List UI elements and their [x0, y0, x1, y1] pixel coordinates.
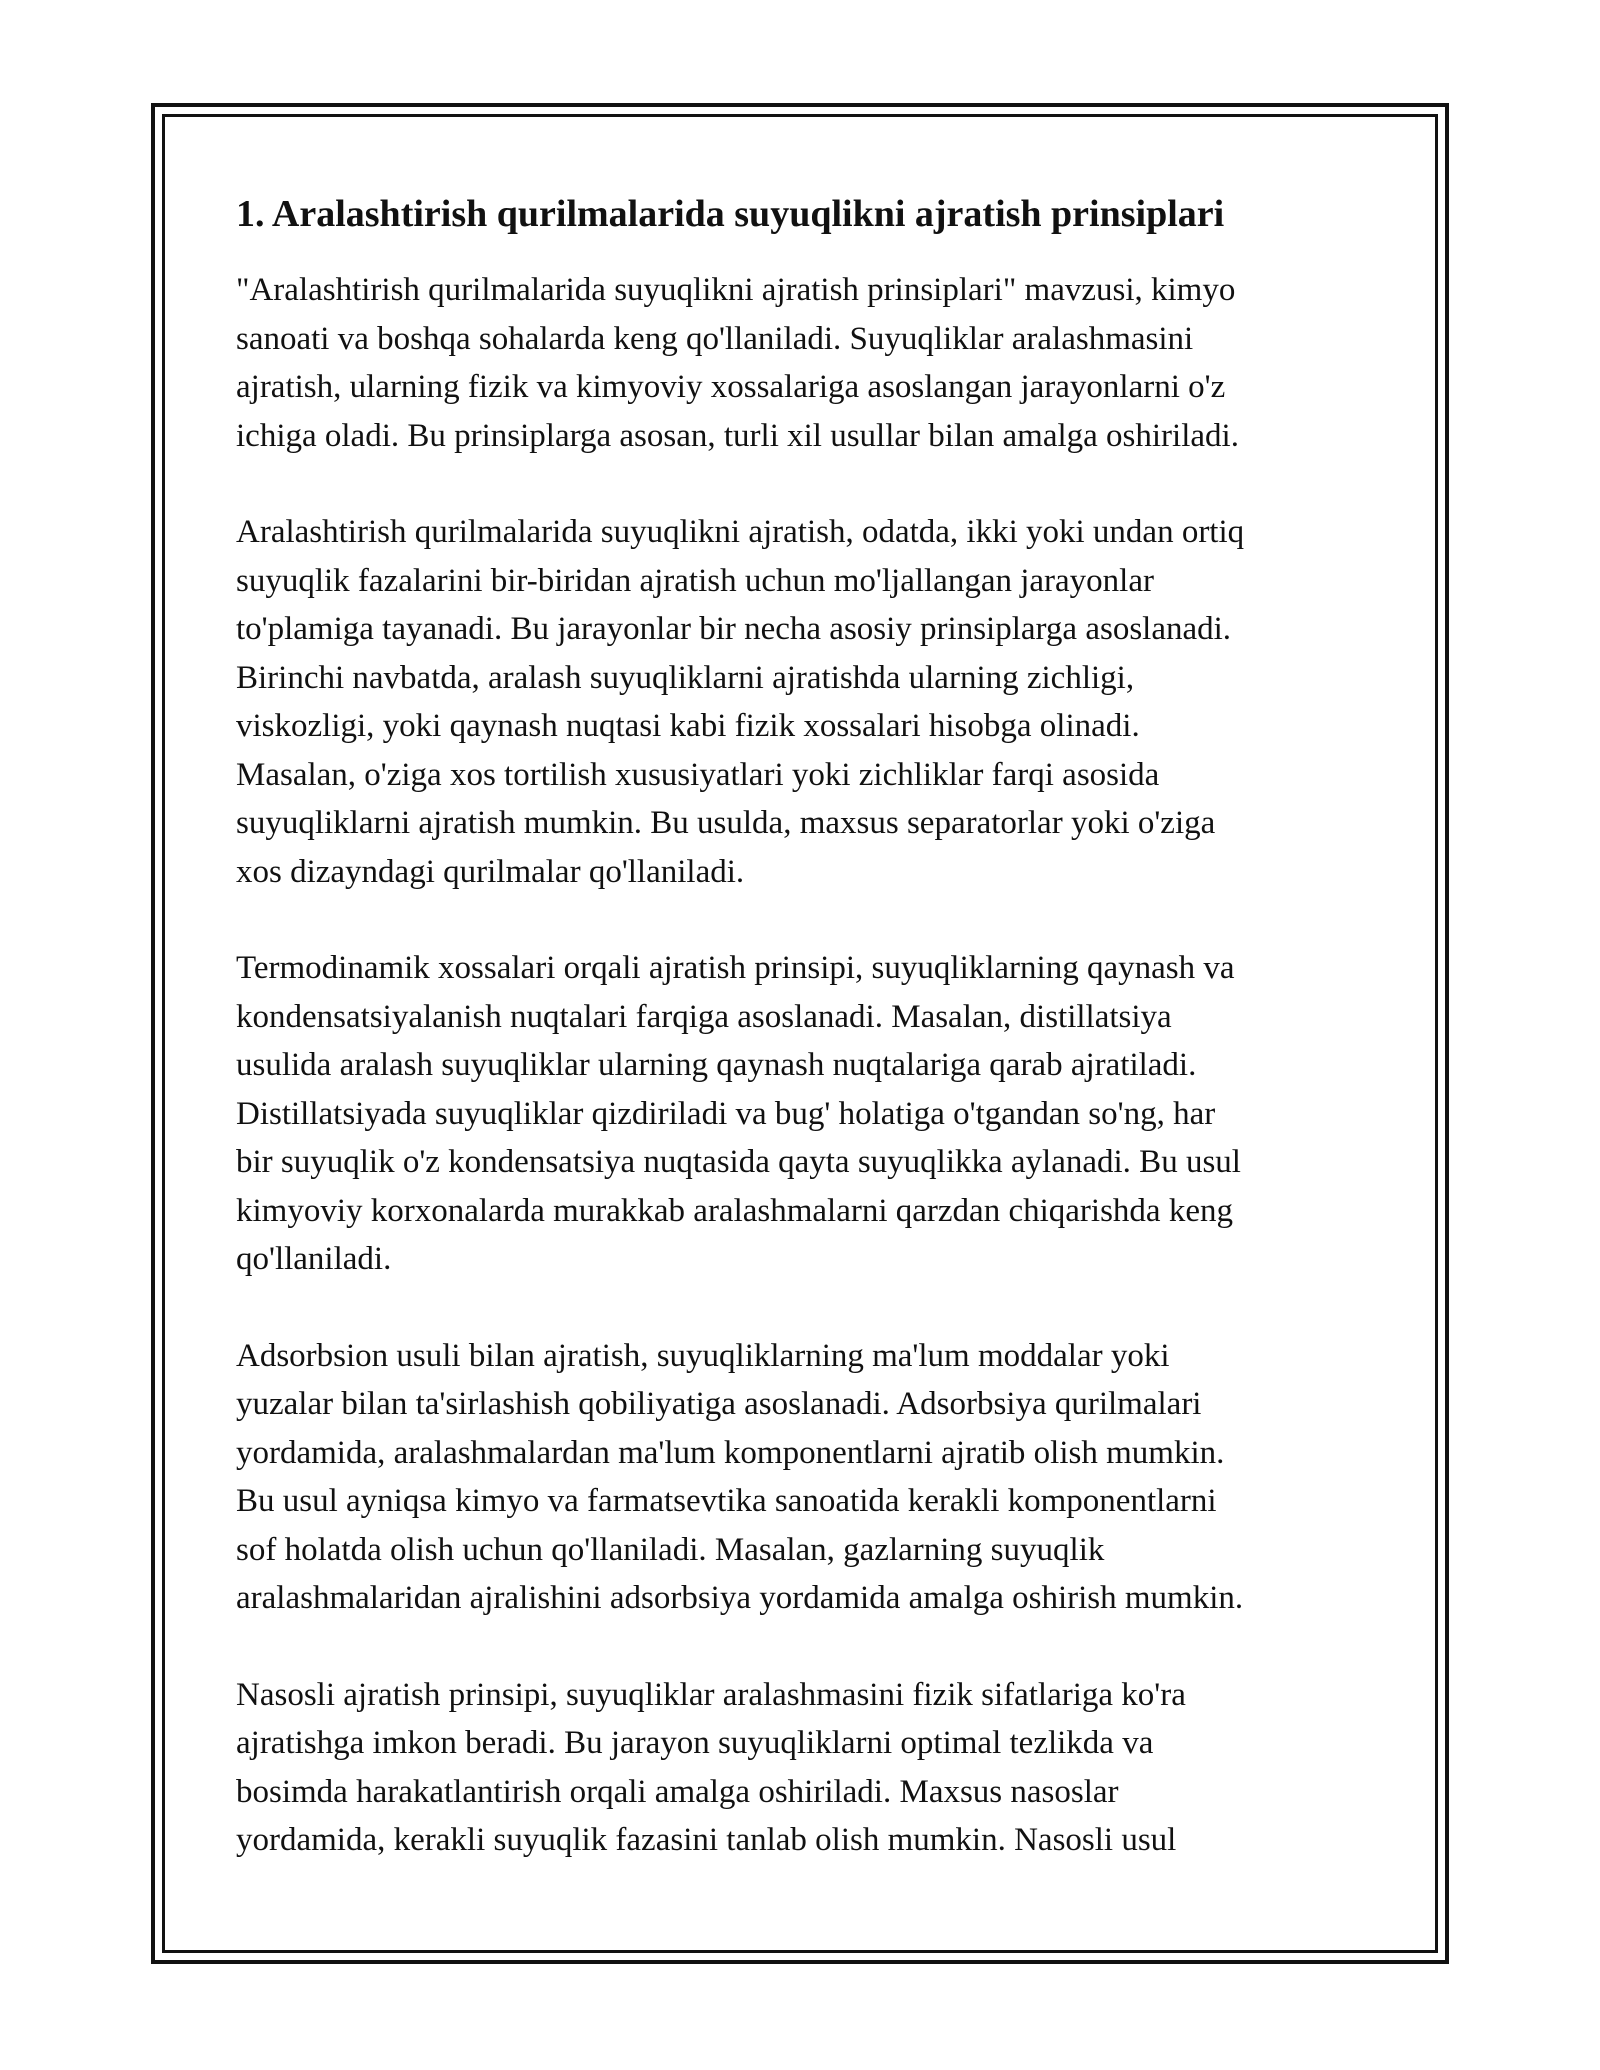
paragraph-adsorption: Adsorbsion usuli bilan ajratish, suyuqliklarning ma'lum moddalar yoki yuzalar bilan ta'sirlashish qobiliyatiga asoslanadi. Adsorbsiya qurilmalari yordamida, aralashmalardan ma'lum komponentlarni ajratib olish mumkin. Bu usul ayniqsa kimyo va farmatsevtika sanoatida kerakli komponentlarni sof holatda olish uchun qo'llaniladi. Masalan, gazlarning suyuqlik aralashmalaridan ajralishini adsorbsiya yordamida amalga oshirish mumkin. — [236, 1337, 1244, 1616]
section-heading: 1. Aralashtirish qurilmalarida suyuqlikni ajratish prinsiplari — [236, 193, 1225, 235]
paragraph-pump-separation: Nasosli ajratish prinsipi, suyuqliklar aralashmasini fizik sifatlariga ko'ra ajratishga imkon beradi. Bu jarayon suyuqliklarni optimal tezlikda va bosimda harakatlantirish orqali amalga oshiriladi. Maxsus nasoslar yordamida, kerakli suyuqlik fazasini tanlab olish mumkin. Nasosli usul — [236, 1676, 1186, 1858]
document-body — [236, 188, 1376, 1913]
paragraph-intro: "Aralashtirish qurilmalarida suyuqlikni ajratish prinsiplari" mavzusi, kimyo sanoati va boshqa sohalarda keng qo'llaniladi. Suyuqliklar aralashmasini ajratish, ularning fizik va kimyoviy xossalariga asoslangan jarayonlarni o'z ichiga oladi. Bu prinsiplarga asosan, turli xil usullar bilan amalga oshiriladi. — [236, 272, 1239, 454]
paragraph-thermodynamic: Termodinamik xossalari orqali ajratish prinsipi, suyuqliklarning qaynash va kondensatsiyalanish nuqtalari farqiga asoslanadi. Masalan, distillatsiya usulida aralash suyuqliklar ularning qaynash nuqtalariga qarab ajratiladi. Distillatsiyada suyuqliklar qizdiriladi va bug' holatiga o'tgandan so'ng, har bir suyuqlik o'z kondensatsiya nuqtasida qayta suyuqlikka aylanadi. Bu usul kimyoviy korxonalarda murakkab aralashmalarni qarzdan chiqarishda keng qo'llaniladi. — [236, 950, 1241, 1277]
paragraph-physical-properties: Aralashtirish qurilmalarida suyuqlikni ajratish, odatda, ikki yoki undan ortiq suyuqlik fazalarini bir-biridan ajratish uchun mo'ljallangan jarayonlar to'plamiga tayanadi. Bu jarayonlar bir necha asosiy prinsiplarga asoslanadi. Birinchi navbatda, aralash suyuqliklarni ajratishda ularning zichligi, viskozligi, yoki qaynash nuqtasi kabi fizik xossalari hisobga olinadi. Masalan, o'ziga xos tortilish xususiyatlari yoki zichliklar farqi asosida suyuqliklarni ajratish mumkin. Bu usulda, maxsus separatorlar yoki o'ziga xos dizayndagi qurilmalar qo'llaniladi. — [236, 514, 1245, 890]
